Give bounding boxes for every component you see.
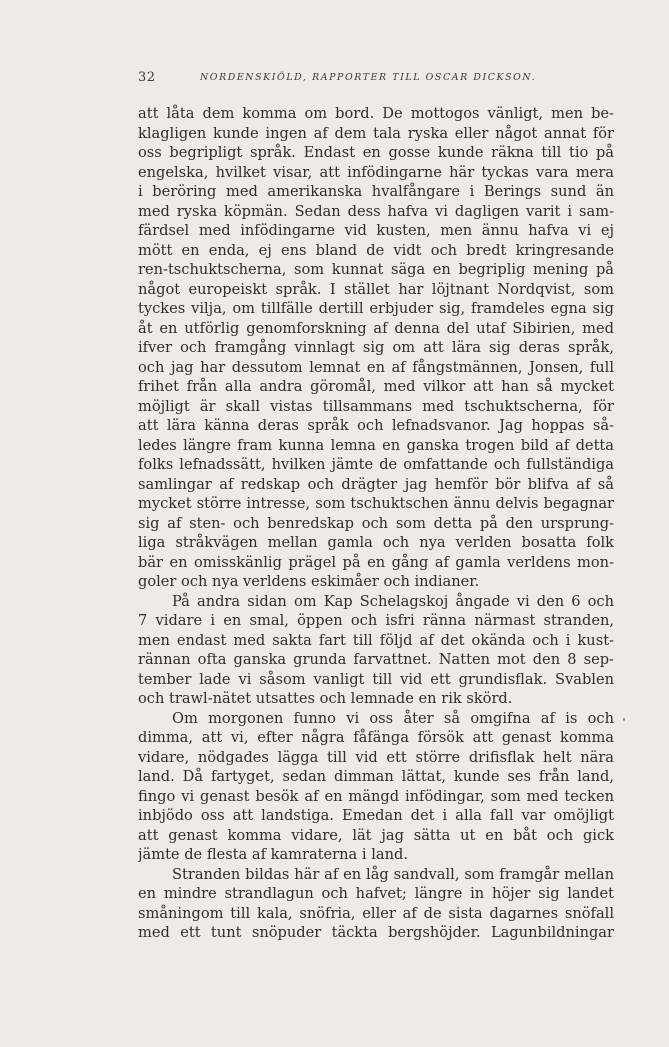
text-line: bär en omisskänlig prägel på en gång af gamla verldens mon- <box>138 553 614 571</box>
text-line: oss begripligt språk. Endast en gosse kunde räkna till tio på <box>138 144 614 161</box>
text-line: och jag har dessutom lemnat en af fångstmännen, Jonsen, full <box>138 358 614 376</box>
text-line: jämte de flesta af kamraterna i land. <box>138 846 408 863</box>
text-line: och trawl-nätet utsattes och lemnade en rik skörd. <box>138 690 513 707</box>
text-line: något europeiskt språk. I stället har löjtnant Nordqvist, som <box>138 280 614 298</box>
running-title: NORDENSKIÖLD, RAPPORTER TILL OSCAR DICKSON. <box>200 72 537 83</box>
text-line: fingo vi genast besök af en mängd infödingar, som med tecken <box>138 787 614 805</box>
text-line: folks lefnadssätt, hvilken jämte de omfattande och fullständiga <box>138 456 614 473</box>
page-number: 32 <box>138 70 156 85</box>
text-line: dimma, att vi, efter några fåfänga försök att genast komma <box>138 729 614 746</box>
text-line: att genast komma vidare, lät jag sätta ut en båt och gick <box>138 826 614 844</box>
text-line: land. Då fartyget, sedan dimman lättat, kunde ses från land, <box>138 768 614 785</box>
text-line: med ett tunt snöpuder täckta bergshöjder. Lagunbildningar <box>138 924 614 941</box>
text-line: sig af sten- och benredskap och som detta på den ursprung- <box>138 514 614 532</box>
text-line: klagligen kunde ingen af dem tala ryska eller något annat för <box>138 124 614 142</box>
text-line: tember lade vi såsom vanligt till vid ett grundisflak. Svablen <box>138 670 614 688</box>
text-line: en mindre strandlagun och hafvet; längre in höjer sig landet <box>138 885 614 902</box>
text-line: 7 vidare i en smal, öppen och isfri ränna närmast stranden, <box>138 612 614 629</box>
text-line: vidare, nödgades lägga till vid ett större drifisflak helt nära <box>138 748 614 766</box>
text-line: att lära känna deras språk och lefnadsvanor. Jag hoppas så- <box>138 417 614 434</box>
text-line: På andra sidan om Kap Schelagskoj ångade vi den 6 och <box>172 592 614 610</box>
text-line: med ryska köpmän. Sedan dess hafva vi dagligen varit i sam- <box>138 202 614 220</box>
text-line: åt en utförlig genomforskning af denna del utaf Sibirien, med <box>138 319 614 337</box>
text-line: samlingar af redskap och drägter jag hemför bör blifva af så <box>138 475 614 493</box>
text-line: rännan ofta ganska grunda farvattnet. Natten mot den 8 sep- <box>138 651 614 668</box>
text-line: engelska, hvilket visar, att infödingarne här tyckas vara mera <box>138 163 614 181</box>
text-line: men endast med sakta fart till följd af det okända och i kust- <box>138 631 614 649</box>
text-line: ledes längre fram kunna lemna en ganska trogen bild af detta <box>138 436 614 454</box>
text-line: småningom till kala, snöfria, eller af de sista dagarnes snöfall <box>138 904 614 922</box>
text-line: tyckes vilja, om tillfälle dertill erbjuder sig, framdeles egna sig <box>138 300 614 317</box>
text-line: ifver och framgång vinnlagt sig om att lära sig deras språk, <box>138 339 614 356</box>
text-line: liga stråkvägen mellan gamla och nya verlden bosatta folk <box>138 534 614 551</box>
running-header <box>138 70 614 90</box>
text-line: färdsel med infödingarne vid kusten, men ännu hafva vi ej <box>138 222 614 239</box>
text-line: goler och nya verldens eskimåer och indianer. <box>138 573 480 590</box>
text-line: mött en enda, ej ens bland de vidt och bredt kringresande <box>138 241 614 259</box>
paper-speck <box>623 718 625 721</box>
body-text <box>138 104 614 943</box>
text-line: Stranden bildas här af en låg sandvall, som framgår mellan <box>172 865 614 883</box>
text-line: i beröring med amerikanska hvalfångare i Berings sund än <box>138 183 614 200</box>
text-line: mycket större intresse, som tschuktschen ännu delvis begagnar <box>138 495 614 512</box>
text-line: Om morgonen funno vi oss åter så omgifna af is och <box>172 709 614 727</box>
text-line: frihet från alla andra göromål, med vilkor att han så mycket <box>138 378 614 395</box>
text-line: inbjödo oss att landstiga. Emedan det i alla fall var omöjligt <box>138 807 614 824</box>
text-line: att låta dem komma om bord. De mottogos vänligt, men be- <box>138 105 614 122</box>
text-line: möjligt är skall vistas tillsammans med tschuktscherna, för <box>138 397 614 415</box>
text-line: ren-tschuktscherna, som kunnat säga en begriplig mening på <box>138 261 614 278</box>
